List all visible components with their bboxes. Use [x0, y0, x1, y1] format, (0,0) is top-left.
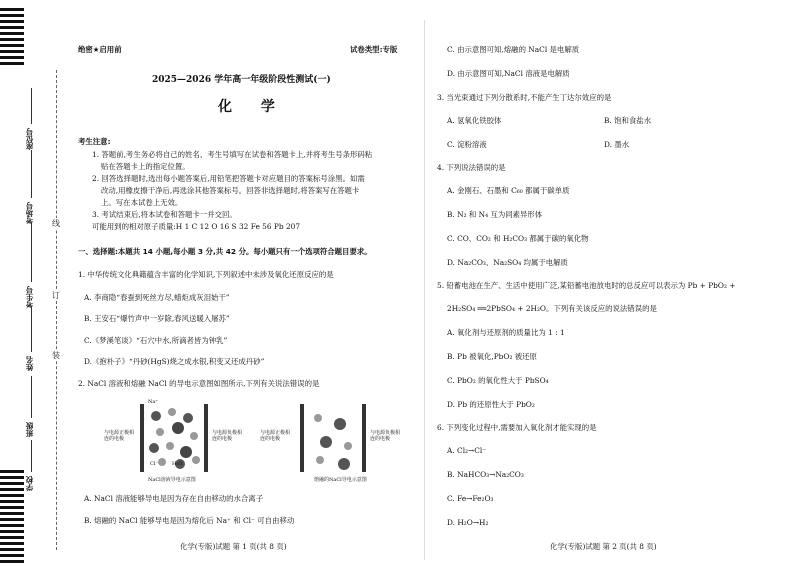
notice-heading: 考生注意: — [78, 137, 111, 146]
strip-bar — [0, 20, 24, 23]
electrode-left-a — [140, 404, 144, 472]
q5-option-b: B. Pb 被氧化,PbO₂ 被还原 — [447, 352, 537, 361]
molten-ions — [314, 414, 352, 470]
q1-option-a: A. 李商隐“春蚕到死丝方尽,蜡炬成灰泪始干” — [84, 293, 230, 302]
q6-option-d: D. H₂O→H₂ — [447, 518, 489, 527]
q2-option-d: D. 由示意图可知,NaCl 溶液是电解质 — [447, 69, 570, 78]
q4-option-a: A. 金刚石、石墨和 C₆₀ 都属于碳单质 — [447, 186, 570, 195]
q3-option-a: A. 氢氧化铁胶体 — [447, 116, 502, 125]
strip-bar — [0, 554, 24, 557]
q2-option-b: B. 熔融的 NaCl 能够导电是因为熔化后 Na⁺ 和 Cl⁻ 可自由移动 — [84, 516, 295, 525]
footer-page-2: 化学(专版)试题 第 2 页(共 8 页) — [550, 542, 657, 551]
notice-line: 上。写在本试卷上无效。 — [101, 198, 183, 207]
strip-bar — [0, 50, 24, 53]
hydrated-ions — [149, 408, 200, 469]
q4-option-c: C. CO、CO₂ 和 H₂CO₃ 都属于碳的氧化物 — [447, 234, 589, 243]
student-no-label: 考生号 — [25, 286, 34, 309]
page-divider — [424, 20, 425, 560]
binding-strip — [0, 0, 24, 579]
strip-bar — [0, 482, 24, 485]
q4-option-b: B. N₂ 和 N₄ 互为同素异形体 — [447, 210, 543, 219]
strip-bar — [0, 8, 24, 11]
q1-option-b: B. 王安石“爆竹声中一岁除,春风送暖入屠苏” — [84, 314, 230, 323]
footer-page-1: 化学(专版)试题 第 1 页(共 8 页) — [180, 542, 287, 551]
strip-bar — [0, 62, 24, 65]
name-label: 姓名 — [25, 356, 34, 371]
fig-left-label-2: 与电源负极相连的电极 — [212, 430, 243, 442]
q3-option-c: C. 淀粉溶液 — [447, 140, 487, 149]
notice-atomic-mass: 可能用到的相对原子质量:H 1 C 12 O 16 S 32 Fe 56 Pb 207 — [92, 222, 301, 231]
section-heading: 一、选择题:本题共 14 小题,每小题 3 分,共 42 分。每小题只有一个选项符合题目要求。 — [78, 247, 372, 256]
q2-option-a: A. NaCl 溶液能够导电是因为存在自由移动的水合离子 — [84, 494, 264, 503]
notice-line: 2. 回答选择题时,选出每小题答案后,用铅笔把答题卡对应题目的答案标号涂黑。如需 — [92, 174, 365, 183]
strip-bar — [0, 32, 24, 35]
notice-line: 贴在答题卡上的指定位置。 — [101, 162, 190, 171]
q6-option-a: A. Cl₂→Cl⁻ — [447, 446, 487, 455]
q3-option-d: D. 墨水 — [604, 140, 630, 149]
subject-title: 化 学 — [218, 99, 287, 115]
fig-left-caption: NaCl溶液导电示意图 — [148, 477, 196, 483]
q5-stem-2: 2H₂SO₄ ══2PbSO₄ + 2H₂O。下列有关该反应的说法错误的是 — [447, 304, 657, 313]
strip-bar — [0, 506, 24, 509]
notice-line: 改动,用橡皮擦干净后,再选涂其他答案标号。回答非选择题时,将答案写在答题卡 — [101, 186, 360, 195]
confidential-mark: 绝密★启用前 — [78, 45, 122, 54]
strip-bar — [0, 470, 24, 473]
exam-title: 2025—2026 学年高一年级阶段性测试(一) — [152, 75, 331, 85]
q5-option-d: D. Pb 的还原性大于 PbO₂ — [447, 400, 535, 409]
q5-option-a: A. 氧化剂与还原剂的质量比为 1 : 1 — [447, 328, 565, 337]
class-label: 班级 — [25, 422, 34, 437]
fig-ion-cl: Cl⁻ — [150, 461, 159, 467]
fig-right-label-1: 与电源正极相连的电极 — [260, 430, 291, 442]
strip-bar — [0, 560, 24, 563]
seal-dashed-line — [56, 70, 57, 550]
student-no-line — [31, 222, 32, 282]
strip-bar — [0, 500, 24, 503]
electrode-right-a — [300, 404, 304, 472]
strip-bar — [0, 530, 24, 533]
q6-option-c: C. Fe→Fe₂O₃ — [447, 494, 494, 503]
electrode-left-b — [204, 404, 208, 472]
exam-room-label: 考场号 — [25, 202, 34, 225]
q1-option-d: D.《抱朴子》“丹砂(HgS)烧之成水银,积变又还成丹砂” — [84, 357, 265, 366]
strip-bar — [0, 548, 24, 551]
q3-option-b: B. 饱和食盐水 — [604, 116, 652, 125]
q2-conduction-figure — [100, 396, 410, 484]
strip-bar — [0, 542, 24, 545]
strip-bar — [0, 536, 24, 539]
strip-bar — [0, 476, 24, 479]
q2-stem: 2. NaCl 溶液和熔融 NaCl 的导电示意图如图所示,下列有关说法错误的是 — [78, 379, 320, 388]
q4-option-d: D. Na₂CO₃、Na₂SO₄ 均属于电解质 — [447, 258, 568, 267]
q1-option-c: C.《梦溪笔谈》“石穴中水,所滴者皆为钟乳” — [84, 336, 228, 345]
paper-type: 试卷类型:专版 — [350, 45, 398, 54]
q5-stem-1: 5. 铅蓄电池在生产、生活中使用广泛,某铅蓄电池放电时的总反应可以表示为 Pb + PbO₂ + — [437, 281, 736, 290]
strip-bar — [0, 44, 24, 47]
seal-char-zhuang: 装 — [52, 351, 60, 360]
q6-stem: 6. 下列变化过程中,需要加入氧化剂才能实现的是 — [437, 423, 597, 432]
electrode-right-b — [362, 404, 366, 472]
fig-ion-na: Na⁺ — [148, 399, 158, 405]
strip-bar — [0, 524, 24, 527]
q5-option-c: C. PbO₂ 的氧化性大于 PbSO₄ — [447, 376, 549, 385]
exam-room-line — [31, 150, 32, 198]
seal-char-ding: 订 — [52, 291, 60, 300]
name-line — [31, 306, 32, 352]
strip-bar — [0, 494, 24, 497]
q6-option-b: B. NaHCO₃→Na₂CO₃ — [447, 470, 524, 479]
strip-bar — [0, 518, 24, 521]
strip-bar — [0, 488, 24, 491]
notice-line: 3. 考试结束后,将本试卷和答题卡一并交回。 — [92, 210, 237, 219]
class-line — [31, 376, 32, 418]
strip-bar — [0, 26, 24, 29]
strip-bar — [0, 512, 24, 515]
seal-char-xian: 线 — [52, 219, 60, 228]
strip-bar — [0, 14, 24, 17]
fig-left-label-1: 与电源正极相连的电极 — [104, 430, 135, 442]
fig-right-caption: 熔融的NaCl导电示意图 — [314, 477, 367, 483]
q3-stem: 3. 当光束通过下列分散系时,不能产生丁达尔效应的是 — [437, 93, 612, 102]
notice-line: 1. 答题前,考生务必将自己的姓名、考生号填写在试卷和答题卡上,并将考生号条形码粘 — [92, 150, 373, 159]
q4-stem: 4. 下列说法错误的是 — [437, 163, 506, 172]
q2-option-c: C. 由示意图可知,熔融的 NaCl 是电解质 — [447, 45, 580, 54]
strip-bar — [0, 56, 24, 59]
fig-h2o: H₂O — [172, 461, 183, 467]
strip-bar — [0, 38, 24, 41]
q1-stem: 1. 中华传统文化典籍蕴含丰富的化学知识,下列叙述中未涉及氧化还原反应的是 — [78, 270, 334, 279]
school-line — [31, 440, 32, 472]
school-label: 学校 — [25, 476, 34, 491]
seat-no-label: 座位号 — [25, 128, 34, 151]
fig-right-label-2: 与电源负极相连的电极 — [370, 430, 401, 442]
seat-no-line — [31, 88, 32, 124]
